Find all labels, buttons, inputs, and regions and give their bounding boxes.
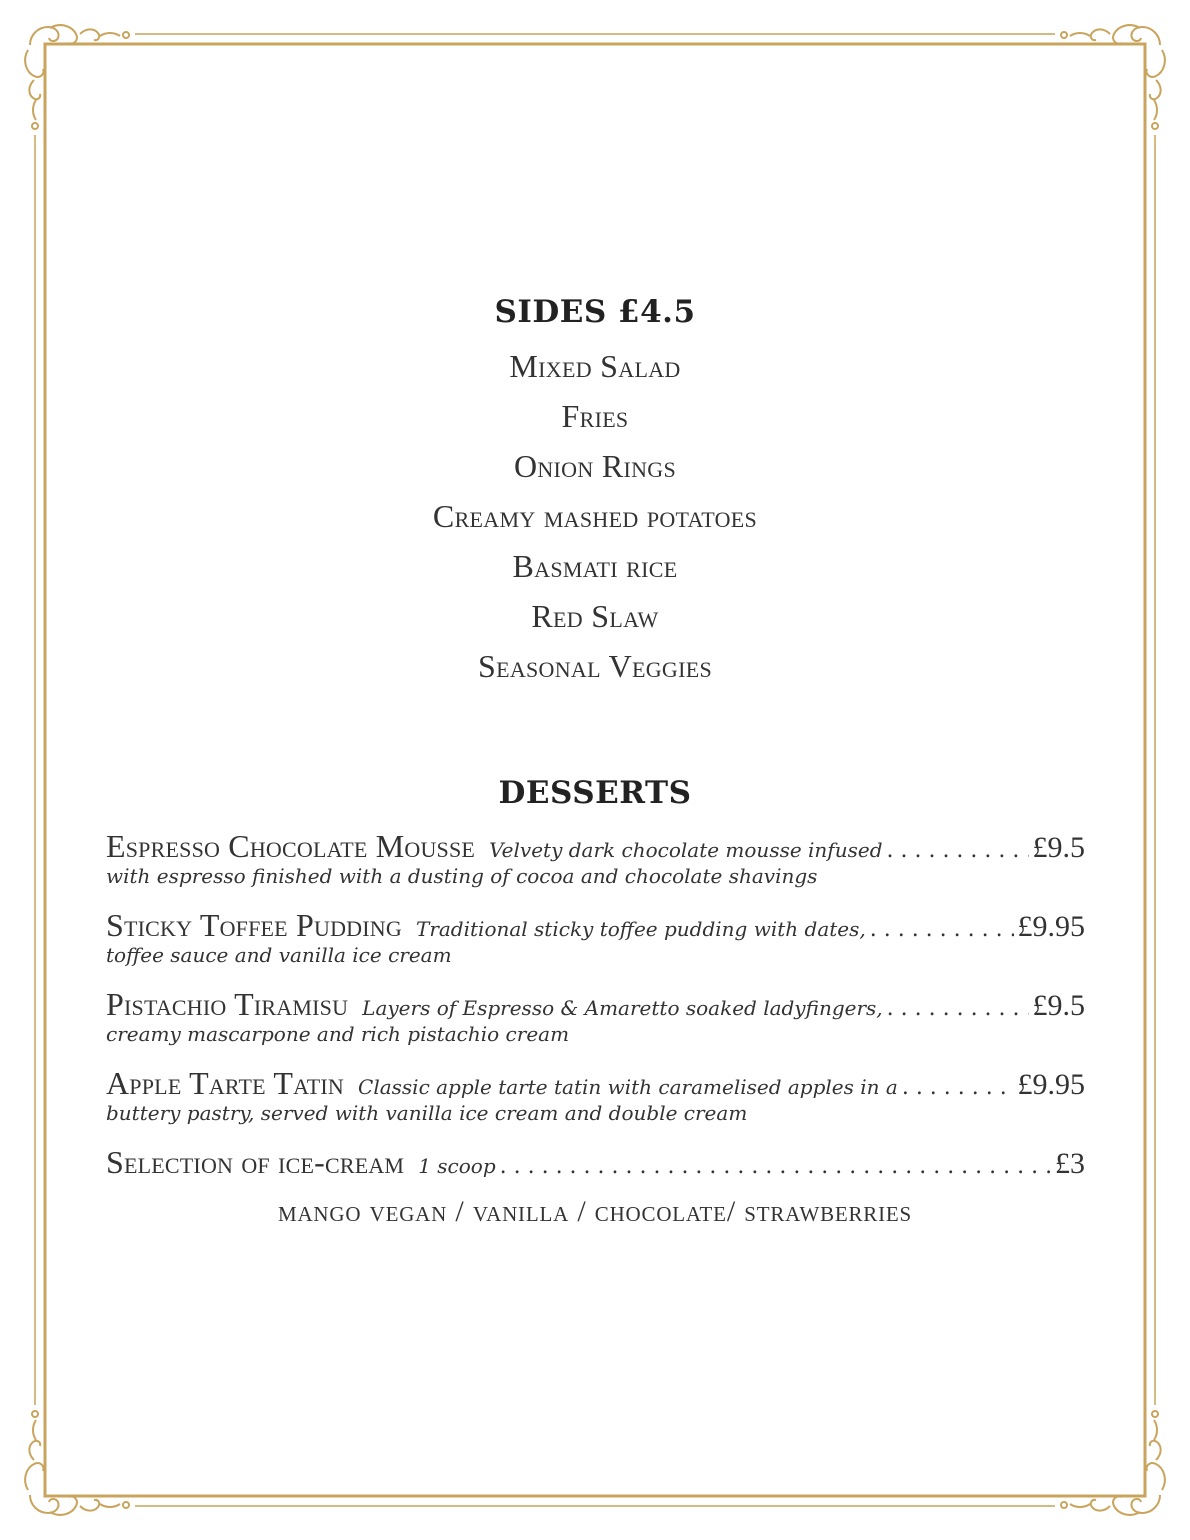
dessert-description: Velvety dark chocolate mousse infused — [489, 838, 883, 862]
icecream-item — [106, 1144, 1085, 1180]
dessert-price: £9.5 — [1032, 831, 1085, 864]
desserts-heading: DESSERTS — [498, 775, 692, 811]
dessert-item — [106, 828, 1085, 888]
side-item: Onion Rings — [513, 448, 677, 484]
dot-leader — [500, 1154, 1051, 1179]
dessert-description-cont: creamy mascarpone and rich pistachio cream — [106, 1022, 570, 1046]
dot-leader — [887, 838, 1029, 863]
side-item: Mixed Salad — [509, 348, 681, 384]
dessert-name: Espresso Chocolate Mousse — [106, 828, 476, 864]
icecream-price: £3 — [1055, 1147, 1085, 1180]
dessert-description: Layers of Espresso & Amaretto soaked ladyfingers, — [362, 996, 883, 1020]
dessert-item — [106, 1065, 1085, 1125]
icecream-name: Selection of ice-cream — [106, 1144, 405, 1180]
dessert-name: Apple Tarte Tatin — [106, 1065, 345, 1101]
icecream-description: 1 scoop — [418, 1154, 496, 1178]
dot-leader — [870, 917, 1014, 942]
side-item: Creamy mashed potatoes — [432, 498, 758, 534]
dessert-description-cont: with espresso finished with a dusting of cocoa and chocolate shavings — [106, 864, 818, 888]
dessert-price: £9.95 — [1017, 910, 1085, 943]
dessert-item — [106, 907, 1085, 967]
icecream-flavours: mango vegan / vanilla / chocolate/ strawberries — [277, 1195, 913, 1228]
sides-heading: SIDES £4.5 — [494, 294, 696, 330]
dessert-description: Traditional sticky toffee pudding with dates, — [415, 917, 866, 941]
dessert-description-cont: toffee sauce and vanilla ice cream — [106, 943, 452, 967]
side-item: Seasonal Veggies — [477, 648, 712, 684]
dessert-name: Pistachio Tiramisu — [106, 986, 349, 1022]
dessert-price: £9.5 — [1032, 989, 1085, 1022]
dessert-description: Classic apple tarte tatin with caramelised apples in a — [358, 1075, 898, 1099]
dot-leader — [902, 1075, 1014, 1100]
dessert-item — [106, 986, 1085, 1046]
dessert-name: Sticky Toffee Pudding — [106, 907, 402, 943]
side-item: Fries — [561, 398, 629, 434]
corner-ornament — [25, 25, 129, 129]
side-item: Basmati rice — [512, 548, 678, 584]
dot-leader — [887, 996, 1029, 1021]
sides-list — [0, 347, 1190, 697]
side-item: Red Slaw — [531, 598, 659, 634]
dessert-description-cont: buttery pastry, served with vanilla ice cream and double cream — [106, 1101, 748, 1125]
dessert-price: £9.95 — [1017, 1068, 1085, 1101]
